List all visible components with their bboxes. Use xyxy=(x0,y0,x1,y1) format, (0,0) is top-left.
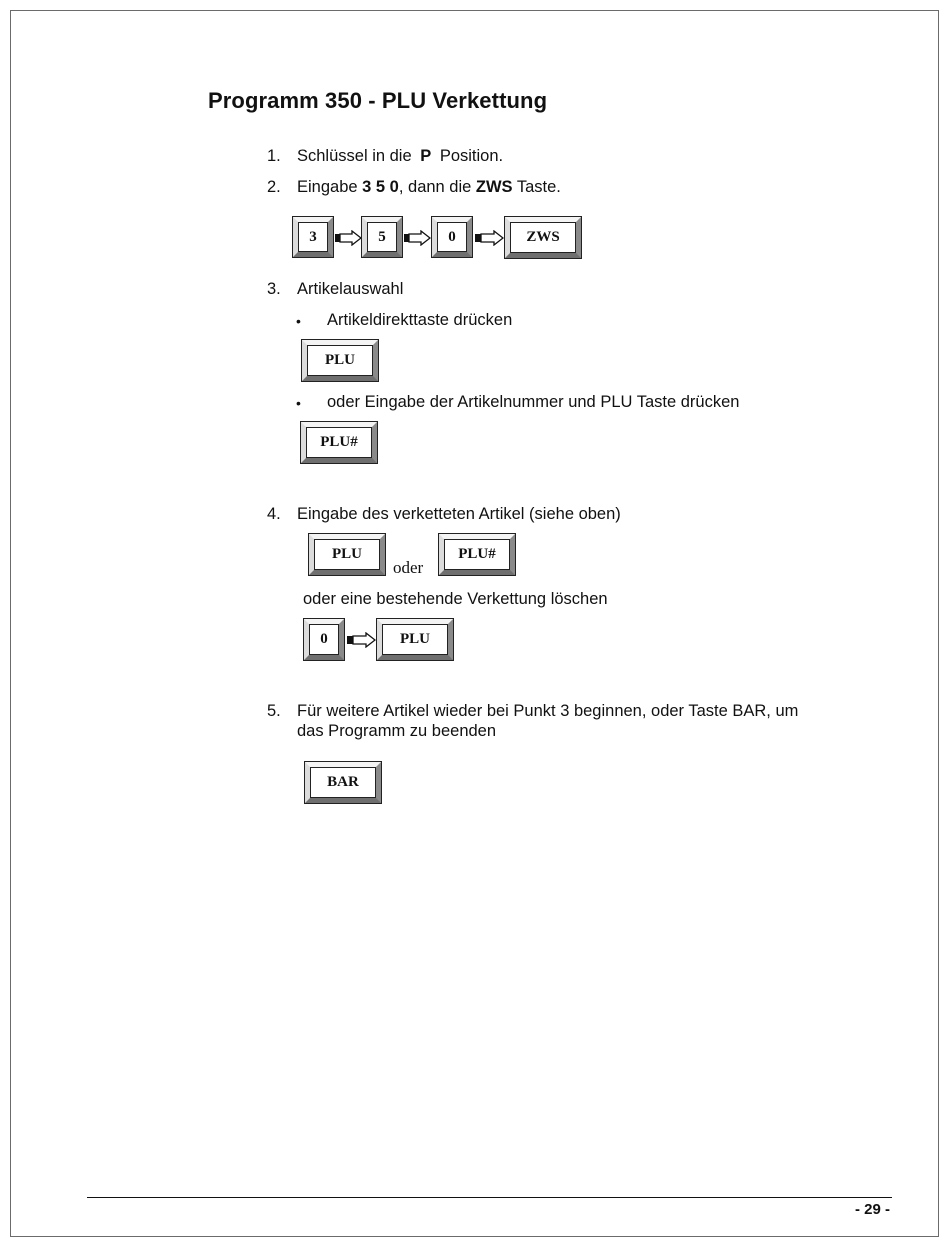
step-2-number: 2. xyxy=(267,178,281,196)
key-3 xyxy=(293,217,333,257)
key-bar-label: BAR xyxy=(310,767,376,798)
key-plu-hash xyxy=(301,422,377,463)
step-2-text-bold2: ZWS xyxy=(475,178,513,196)
step-1-text-bold: P xyxy=(420,147,432,165)
key-0-label: 0 xyxy=(437,222,467,252)
step-2-text-bold: 3 5 0 xyxy=(362,178,399,196)
key-plu xyxy=(309,534,385,575)
key-plu xyxy=(377,619,453,660)
step-1-number: 1. xyxy=(267,147,281,165)
key-0 xyxy=(432,217,472,257)
step-3-number: 3. xyxy=(267,280,281,298)
step-3-bullet-1-text: Artikeldirekttaste drücken xyxy=(327,311,513,329)
step-2-text xyxy=(297,178,561,197)
key-plu-hash xyxy=(439,534,515,575)
arrow-right-icon xyxy=(474,230,504,246)
key-zws xyxy=(505,217,581,258)
footer-divider xyxy=(87,1197,892,1198)
key-plu-hash-label: PLU# xyxy=(306,427,372,458)
arrow-right-icon xyxy=(346,632,376,648)
step-1-text-post: Position. xyxy=(435,147,504,165)
arrow-right-icon xyxy=(403,230,431,246)
step-5-number: 5. xyxy=(267,702,281,720)
arrow-right-icon xyxy=(334,230,362,246)
step-1-text-pre: Schlüssel in die xyxy=(297,147,417,165)
key-3-label: 3 xyxy=(298,222,328,252)
step-1-text xyxy=(297,147,503,166)
step-2-text-pre: Eingabe xyxy=(297,178,363,196)
key-plu-hash-label: PLU# xyxy=(444,539,510,570)
bullet-1: • xyxy=(296,313,301,329)
key-plu-label: PLU xyxy=(307,345,373,376)
step-4-text: Eingabe des verketteten Artikel (siehe oben) xyxy=(297,505,621,523)
key-5 xyxy=(362,217,402,257)
key-zws-label: ZWS xyxy=(510,222,576,253)
key-0-label: 0 xyxy=(309,624,339,655)
key-0 xyxy=(304,619,344,660)
page-title: Programm 350 - PLU Verkettung xyxy=(208,88,548,113)
key-bar xyxy=(305,762,381,803)
step-4-number: 4. xyxy=(267,505,281,523)
step-2-text-post: Taste. xyxy=(512,178,561,196)
step-5-text-line-1: Für weitere Artikel wieder bei Punkt 3 beginnen, oder Taste BAR, um xyxy=(297,702,799,720)
key-plu-label: PLU xyxy=(382,624,448,655)
step-3-bullet-2-text: oder Eingabe der Artikelnummer und PLU Taste drücken xyxy=(327,393,740,411)
step-2-text-mid: , dann die xyxy=(398,178,476,196)
key-plu-label: PLU xyxy=(314,539,380,570)
key-5-label: 5 xyxy=(367,222,397,252)
step-3-text: Artikelauswahl xyxy=(297,280,404,298)
key-plu xyxy=(302,340,378,381)
page-number: - 29 - xyxy=(855,1201,891,1218)
step-4-delete-text: oder eine bestehende Verkettung löschen xyxy=(303,590,608,608)
or-word: oder xyxy=(393,558,424,577)
step-5-text-line-2: das Programm zu beenden xyxy=(297,722,497,740)
bullet-2: • xyxy=(296,395,301,411)
